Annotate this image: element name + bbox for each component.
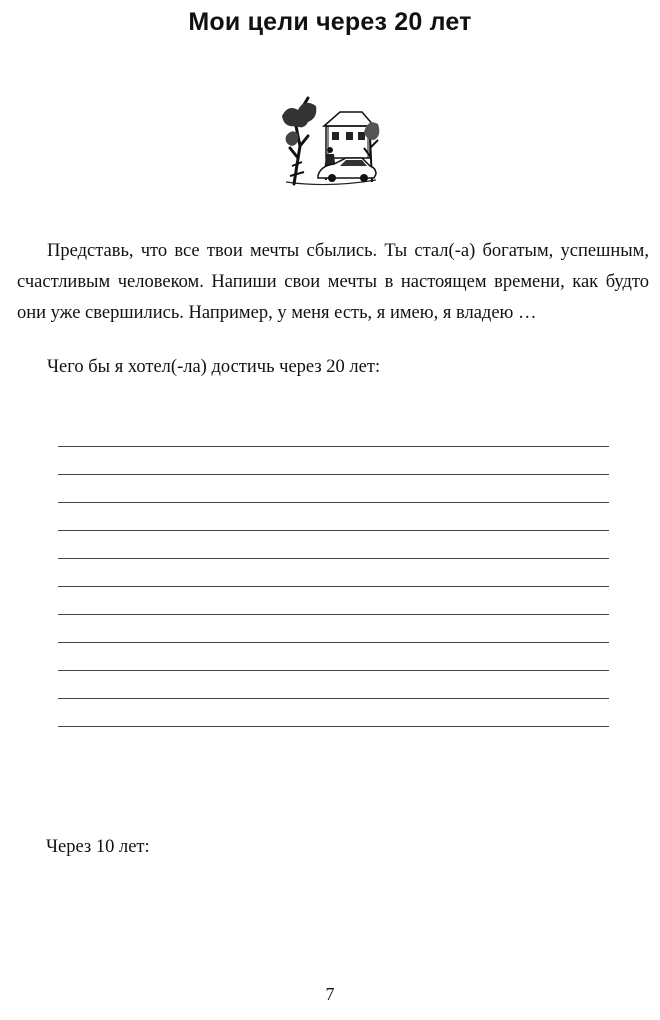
question-20-years: Чего бы я хотел(-ла) достичь через 20 лет: (47, 357, 381, 377)
answer-line[interactable] (58, 586, 609, 587)
answer-lines (58, 446, 609, 754)
page-title: Мои цели через 20 лет (188, 8, 472, 36)
page-number: 7 (325, 984, 335, 1004)
answer-line[interactable] (58, 642, 609, 643)
answer-line[interactable] (58, 726, 609, 727)
intro-paragraph: Представь, что все твои мечты сбылись. Ты стал(-а) богатым, успешным, счастливым человеком. Напиши свои мечты в настоящем времени, как будто они уже свершились. Например, у меня есть, я имею, я владею … (17, 241, 649, 323)
answer-line[interactable] (58, 558, 609, 559)
question-10-years: Через 10 лет: (46, 837, 150, 857)
house-tree-car-illustration-icon (278, 96, 382, 188)
answer-line[interactable] (58, 474, 609, 475)
answer-line[interactable] (58, 670, 609, 671)
answer-line[interactable] (58, 530, 609, 531)
answer-line[interactable] (58, 446, 609, 447)
answer-line[interactable] (58, 502, 609, 503)
answer-line[interactable] (58, 614, 609, 615)
answer-line[interactable] (58, 698, 609, 699)
